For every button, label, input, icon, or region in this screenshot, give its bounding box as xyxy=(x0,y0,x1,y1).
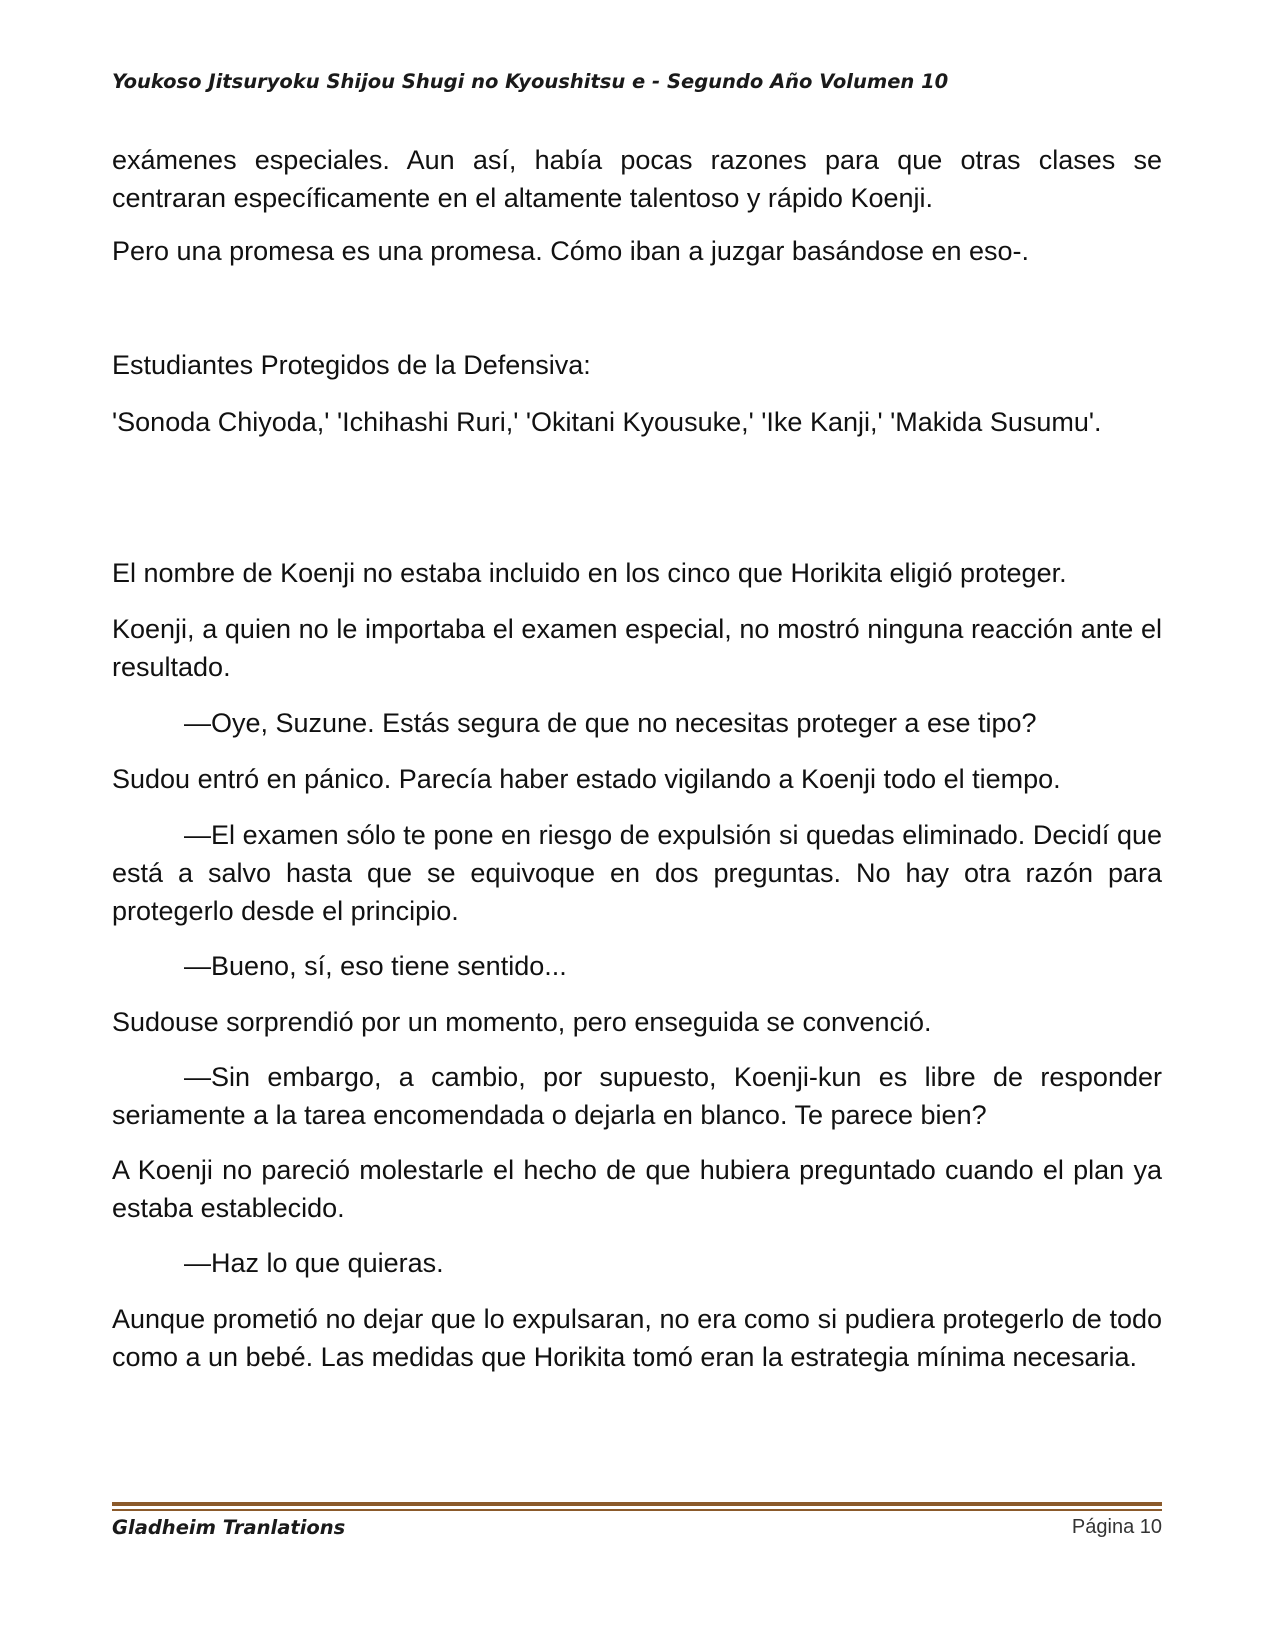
paragraph-6: Koenji, a quien no le importaba el examen especial, no mostró ninguna reacción ante el resultado. xyxy=(112,614,1162,682)
footer-credit: Gladheim Tranlations xyxy=(112,1516,346,1539)
paragraph-13: A Koenji no pareció molestarle el hecho de que hubiera preguntado cuando el plan ya estaba establecido. xyxy=(112,1155,1162,1223)
footer-divider-thick xyxy=(112,1502,1162,1506)
page-number: Página 10 xyxy=(1071,1516,1162,1538)
footer-divider-thin xyxy=(112,1509,1162,1511)
dialogue-line-4: —Sin embargo, a cambio, por supuesto, Koenji-kun es libre de responder seriamente a la tarea encomendada o dejarla en blanco. Te parece bien? xyxy=(112,1062,1162,1130)
dialogue-line-3: —Bueno, sí, eso tiene sentido... xyxy=(184,951,567,981)
protected-students-list: 'Sonoda Chiyoda,' 'Ichihashi Ruri,' 'Okitani Kyousuke,' 'Ike Kanji,' 'Makida Susumu'. xyxy=(112,407,1102,437)
paragraph-11: Sudouse sorprendió por un momento, pero enseguida se convenció. xyxy=(112,1007,932,1037)
running-header: Youkoso Jitsuryoku Shijou Shugi no Kyoushitsu e - Segundo Año Volumen 10 xyxy=(112,70,949,93)
paragraph-1: exámenes especiales. Aun así, había pocas razones para que otras clases se centraran específicamente en el altamente talentoso y rápido Koenji. xyxy=(112,145,1162,213)
paragraph-5: El nombre de Koenji no estaba incluido en los cinco que Horikita eligió proteger. xyxy=(112,558,1067,588)
paragraph-2: Pero una promesa es una promesa. Cómo iban a juzgar basándose en eso-. xyxy=(112,236,1030,266)
paragraph-15: Aunque prometió no dejar que lo expulsaran, no era como si pudiera protegerlo de todo como a un bebé. Las medidas que Horikita tomó eran la estrategia mínima necesaria. xyxy=(112,1304,1162,1372)
dialogue-line-5: —Haz lo que quieras. xyxy=(184,1248,444,1278)
section-heading: Estudiantes Protegidos de la Defensiva: xyxy=(112,350,591,380)
dialogue-line-1: —Oye, Suzune. Estás segura de que no necesitas proteger a ese tipo? xyxy=(184,708,1037,738)
dialogue-line-2: —El examen sólo te pone en riesgo de expulsión si quedas eliminado. Decidí que está a salvo hasta que se equivoque en dos preguntas. No hay otra razón para protegerlo desde el principio. xyxy=(112,820,1162,926)
paragraph-8: Sudou entró en pánico. Parecía haber estado vigilando a Koenji todo el tiempo. xyxy=(112,764,1061,794)
